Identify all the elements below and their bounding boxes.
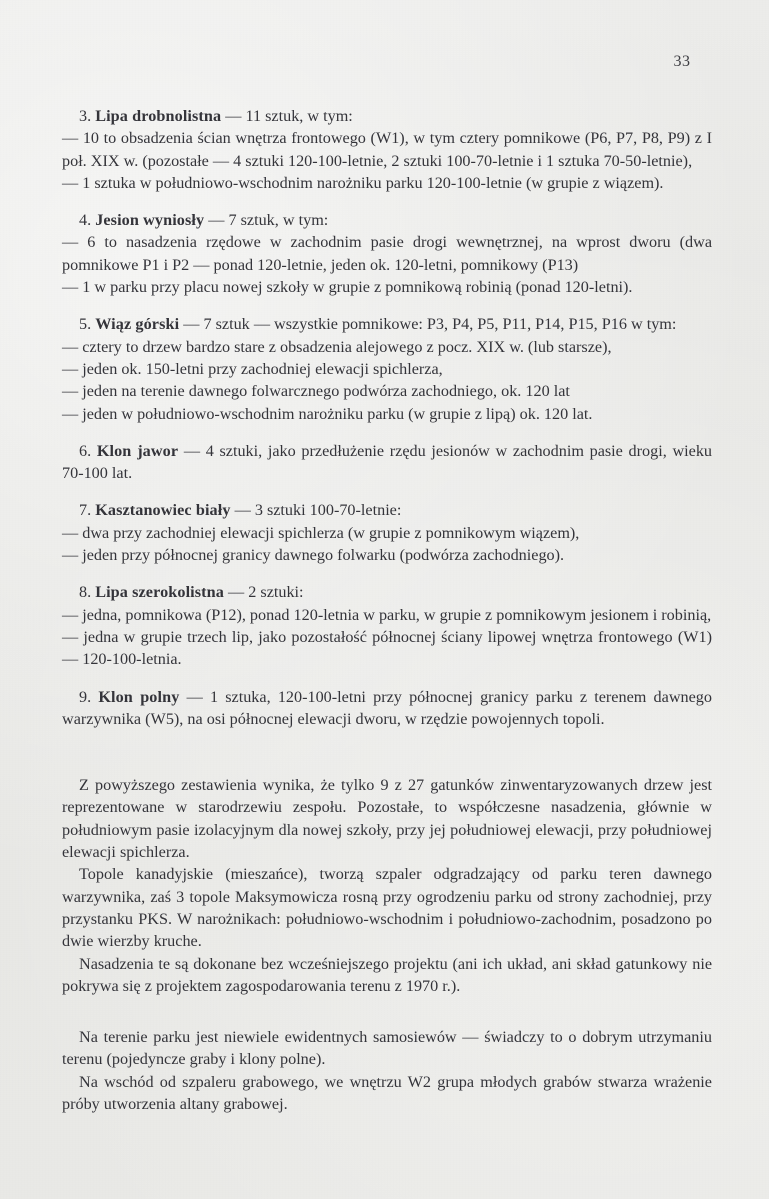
section-list-line: — jeden w południowo-wschodnim narożniku parku (w grupie z lipą) ok. 120 lat. <box>62 404 593 423</box>
section-gap <box>62 298 712 313</box>
section-list-line: — jedna, pomnikowa (P12), ponad 120-letnia w parku, w grupie z pomnikowym jesionem i robinią, <box>62 605 712 624</box>
section-number: 7. <box>79 501 92 520</box>
section-number: 3. <box>79 107 92 125</box>
section-heading-line <box>62 581 712 603</box>
section-list-line: — jeden przy północnej granicy dawnego folwarku (podwórza zachodniego). <box>62 546 565 565</box>
section-number: 5. <box>79 315 92 334</box>
section-heading-line <box>62 686 712 731</box>
closing-paragraph: Nasadzenia te są dokonane bez wcześniejszego projektu (ani ich układ, ani skład gatunkowy nie pokrywa się z projektem zagospodarowania terenu z 1970 r.). <box>62 954 712 995</box>
final-paragraph: Na wschód od szpaleru grabowego, we wnętrzu W2 grupa młodych grabów stwarza wrażenie próby utworzenia altany grabowej. <box>62 1072 712 1113</box>
section-gap <box>62 194 712 209</box>
page-body <box>62 105 712 1115</box>
section-title: Klon jawor <box>96 441 179 460</box>
section-list-line: — jeden na terenie dawnego folwarcznego podwórza zachodniego, ok. 120 lat <box>62 382 570 401</box>
section-list-line: — 1 w parku przy placu nowej szkoły w grupie z pomnikową robinią (ponad 120-letni). <box>62 278 633 297</box>
section-heading-tail: — 4 sztuki, jako przedłużenie rzędu jesionów w zachodnim pasie drogi, wieku 70-100 lat. <box>62 441 713 483</box>
section-gap <box>62 671 712 686</box>
section-gap <box>62 566 712 581</box>
section-heading-tail: — 2 sztuki: <box>223 583 304 602</box>
section-number: 9. <box>79 687 92 706</box>
section-list-line: — 10 to obsadzenia ścian wnętrza frontowego (W1), w tym cztery pomnikowe (P6, P7, P8, P9) z I poł. XIX w. (pozostałe — 4 sztuki 120-100-letnie, 2 sztuki 100-70-letnie i 1 sztuka 70-50-letnie), <box>62 129 712 170</box>
section-title: Klon polny <box>98 687 180 706</box>
section-lipa-drobnolistna <box>62 105 712 194</box>
section-jesion-wyniosly <box>62 209 712 298</box>
section-heading-line <box>62 313 712 335</box>
section-heading-tail: — 7 sztuk — wszystkie pomnikowe: P3, P4, P5, P11, P14, P15, P16 w tym: <box>179 315 677 334</box>
section-heading-line <box>62 440 712 485</box>
section-heading-tail: — 3 sztuki 100-70-letnie: <box>230 501 402 520</box>
section-heading-line <box>62 105 712 127</box>
section-heading-tail: — 11 sztuk, w tym: <box>221 107 353 125</box>
section-heading-line <box>62 499 712 521</box>
closing-paragraph: Topole kanadyjskie (mieszańce), tworzą szpaler odgradzający od parku teren dawnego warzywnika, zaś 3 topole Maksymowicza rosną przy ogrodzeniu parku od strony zachodniej, przy przystanku PKS. W narożnikach: południowo-wschodnim i południowo-zachodnim, posadzono po dwie wierzby kruche. <box>62 865 712 951</box>
section-klon-jawor <box>62 440 712 485</box>
section-lipa-szerokolistna <box>62 581 712 670</box>
section-wiaz-gorski <box>62 313 712 424</box>
section-number: 6. <box>79 441 92 460</box>
section-title: Wiąz górski <box>95 315 180 334</box>
section-number: 4. <box>79 211 92 230</box>
section-title: Lipa szerokolistna <box>95 583 224 602</box>
page-number: 33 <box>673 53 691 70</box>
section-list-line: — jeden ok. 150-letni przy zachodniej elewacji spichlerza, <box>62 359 443 378</box>
section-title: Jesion wyniosły <box>95 211 205 230</box>
final-paragraph: Na terenie parku jest niewiele ewidentnych samosiewów — świadczy to o dobrym utrzymaniu terenu (pojedyncze graby i klony polne). <box>62 1028 712 1069</box>
section-gap <box>62 484 712 499</box>
section-kasztanowiec-bialy <box>62 499 712 566</box>
section-title: Lipa drobnolistna <box>95 107 222 125</box>
section-gap <box>62 425 712 440</box>
block-gap <box>62 730 712 774</box>
closing-paragraph-block <box>62 774 712 997</box>
section-title: Kasztanowiec biały <box>95 501 231 520</box>
section-list-line: — cztery to drzew bardzo stare z obsadzenia alejowego z pocz. XIX w. (lub starsze), <box>62 337 612 356</box>
final-paragraph-block <box>62 1026 712 1115</box>
section-number: 8. <box>79 583 92 602</box>
section-list-line: — dwa przy zachodniej elewacji spichlerza (w grupie z pomnikowym wiązem), <box>62 523 580 542</box>
block-gap <box>62 997 712 1026</box>
section-klon-polny <box>62 686 712 731</box>
section-list-line: — 6 to nasadzenia rzędowe w zachodnim pasie drogi wewnętrznej, na wprost dworu (dwa pomnikowe P1 i P2 — ponad 120-letnie, jeden ok. 120-letni, pomnikowy (P13) <box>62 233 712 274</box>
section-list-line: — jedna w grupie trzech lip, jako pozostałość północnej ściany lipowej wnętrza frontowego (W1) — 120-100-letnia. <box>62 627 712 669</box>
section-heading-tail: — 7 sztuk, w tym: <box>204 211 329 230</box>
section-heading-tail: — 1 sztuka, 120-100-letni przy północnej granicy parku z terenem dawnego warzywnika (W5), na osi północnej elewacji dworu, w rzędzie powojennych topoli. <box>62 687 712 728</box>
closing-paragraph: Z powyższego zestawienia wynika, że tylko 9 z 27 gatunków zinwentaryzowanych drzew jest reprezentowane w starodrzewiu zespołu. Pozostałe, to współczesne nasadzenia, głównie w południowym pasie izolacyjnym dla nowej szkoły, przy jej południowej elewacji, przy południowej elewacji spichlerza. <box>62 776 712 862</box>
section-heading-line <box>62 209 712 231</box>
section-list-line: — 1 sztuka w południowo-wschodnim narożniku parku 120-100-letnie (w grupie z wiązem). <box>62 173 664 192</box>
